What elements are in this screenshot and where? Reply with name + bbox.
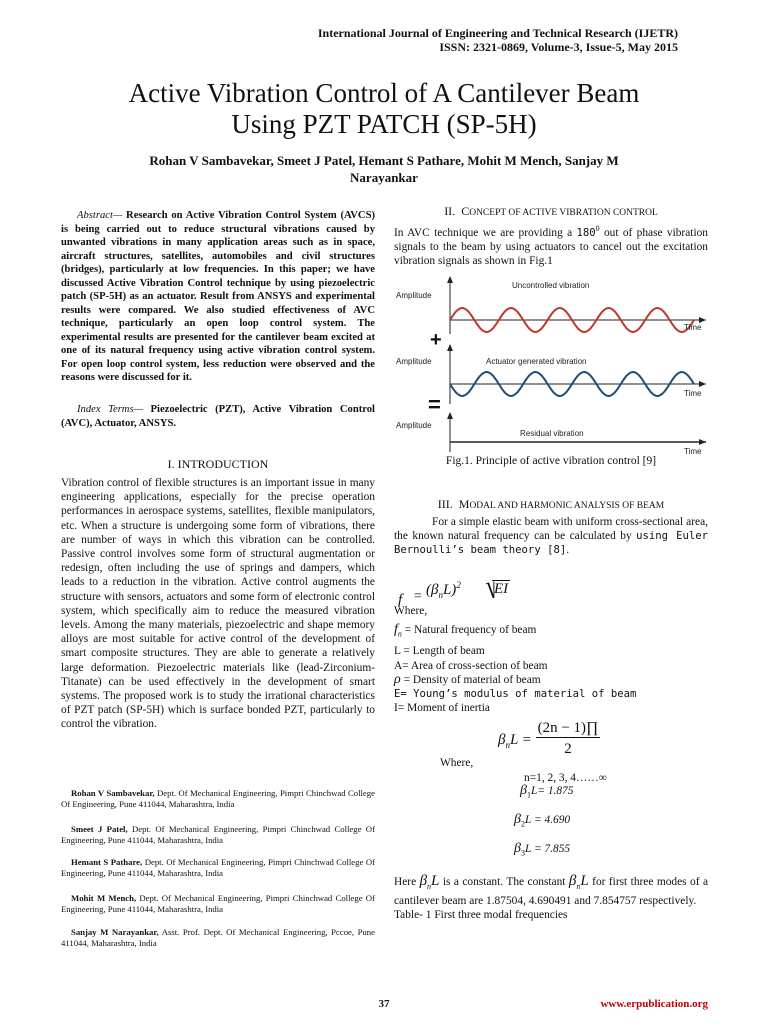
journal-name: International Journal of Engineering and Technical Research (IJETR) <box>317 26 678 40</box>
def-rho-text: = Density of material of beam <box>400 673 541 686</box>
para-beta: β <box>568 873 577 889</box>
affiliation-1 <box>61 788 375 810</box>
mode-1 <box>520 784 573 802</box>
index-terms-text: Piezoelectric (PZT), Active Vibration Control (AVC), Actuator, ANSYS. <box>61 404 375 429</box>
section-2-text-b: out of phase vibration signals to the beam by using actuators to cancel out the excitation vibration signals as shown in Fig.1 <box>394 226 708 268</box>
mode-3 <box>514 842 570 860</box>
affiliation-name: Sanjay M Narayankar, <box>71 927 159 937</box>
intro-body: Vibration control of flexible structures is an important issue in many engineering applications, especially for the precise operation performances in aerospace systems, satellites, flexible manipulators, etc. When a structure is undergoing some form of vibrations, there are number of ways in which this vibration can be controlled. Passive control involves some form of structural augmentation or redesign, often including the use of springs and dampers, which leads to a reduction in the vibration. Active control augments the structure with sensors, actuators and some form of electronic control system, which specifically aim to reduce the measured vibration levels. Among the many materials, piezoelectric and shape memory alloys are most suitable for active control of the development of smart composite structures. They are able to generate a relatively large deformation. Piezoelectric materials like (lead-Zirconium-Titanate) can be used effectively in the development of smart systems. The proposed work is to study the irrational characteristics of PZT patch (SP-5H) which is surface bonded PZT, particularly to control the vibration. <box>61 477 375 731</box>
formula2-sub: n <box>505 740 510 750</box>
uncontrolled-label: Uncontrolled vibration <box>512 281 590 290</box>
index-terms <box>61 403 375 430</box>
time-label-3: Time <box>684 447 702 456</box>
authors-line-2: Narayankar <box>350 170 418 185</box>
formula-num-b: L) <box>442 582 457 598</box>
para-beta: β <box>419 873 428 889</box>
def-density <box>394 673 708 687</box>
beta-n-l-symbol: $\beta_nL$ <box>419 873 440 891</box>
affiliation-4 <box>61 893 375 915</box>
modal-constant-paragraph <box>394 874 708 923</box>
section-title: ONCEPT OF ACTIVE VIBRATION CONTROL <box>469 208 658 218</box>
formula-sqrt-arg: EI <box>494 581 509 597</box>
formula2-numerator: (2n − 1)∏ <box>537 720 599 736</box>
affiliation-name: Hemant S Pathare, <box>71 857 143 867</box>
section-2-heading <box>394 204 708 219</box>
section-3-text-mono: using Euler Bernoulli’s beam theory [8] <box>394 530 708 557</box>
title-line-1: Active Vibration Control of A Cantilever Beam <box>128 78 640 108</box>
author-list <box>90 152 678 186</box>
para-mid: is a constant. The constant <box>439 876 569 888</box>
page-number: 37 <box>378 998 390 1010</box>
affiliation-name: Smeet J Patel, <box>71 824 128 834</box>
formula-eq: = <box>414 589 422 604</box>
abstract <box>61 209 375 385</box>
phase-degree-sup: 0 <box>595 224 600 233</box>
beta-n-l-symbol: $\beta_nL$ <box>568 873 589 891</box>
mode-beta: β <box>514 841 521 856</box>
def-fn <box>394 623 708 641</box>
abstract-text: Research on Active Vibration Control System (AVCS) is being carried out to reduce structural vibrations caused by unwanted vibrations in many application areas such as in space, aircraft structures, satellites, automobiles and civil structures (bridges), particularly at low frequencies. In this paper; we have discussed Active Vibration Control technique by using piezoelectric patch (SP-5H) as an actuator. Result from ANSYS and experimental results were compared. We also studied effectiveness of AVC technique, particularly an open loop control system. The experimental results are presented for the cantilever beam excited at one of its natural frequency using active vibration control system. For open loop control system, less reduction were observed and the reasons were discussed for it. <box>61 210 375 383</box>
formula2-l: L = <box>509 732 532 748</box>
where-1: Where, <box>394 605 428 617</box>
affiliation-text: Dept. Of Mechanical Engineering, Pimpri Chinchwad College Of Engineering, Pune 411044, Maharashtra, India <box>61 857 375 878</box>
figure-1-svg <box>394 272 708 458</box>
formula2-denominator: 2 <box>564 741 572 757</box>
section-3-text-b: . <box>566 544 570 557</box>
affiliation-text: Asst. Prof. Dept. Of Mechanical Engineering, Pccoe, Pune 411044, Maharashtra, India <box>61 927 375 948</box>
section-3-body <box>394 515 708 558</box>
where-2: Where, <box>440 757 474 769</box>
arrow-y-1 <box>447 276 453 283</box>
def-youngs-modulus: E= Young’s modulus of material of beam <box>394 688 637 701</box>
section-3-text-a: For a simple elastic beam with uniform cross-sectional area, the known natural frequency can be calculated by <box>394 516 708 543</box>
para-sub: n <box>576 882 581 891</box>
affiliation-name: Mohit M Mench, <box>71 893 137 903</box>
section-3-heading <box>394 497 708 512</box>
formula-natural-frequency <box>398 580 598 606</box>
amplitude-label-2: Amplitude <box>396 357 432 366</box>
para-here: Here <box>394 876 420 888</box>
mode-sub: 3 <box>520 848 525 858</box>
section-2-text-a: In AVC technique we are providing a <box>394 226 577 239</box>
formula2-beta: β <box>498 732 506 748</box>
formula-num-sup: 2 <box>456 580 461 590</box>
affiliation-text: Dept. Of Mechanical Engineering, Pimpri Chinchwad College Of Engineering, Pune 411044, Maharashtra, India <box>61 788 375 809</box>
publisher-link[interactable]: www.erpublication.org <box>600 998 708 1010</box>
formula-num-a: (β <box>426 582 439 598</box>
table-1-caption: Table- 1 First three modal frequencies <box>394 909 568 922</box>
mode-value: L = 4.690 <box>524 814 571 826</box>
amplitude-label-3: Amplitude <box>396 421 432 430</box>
time-label-2: Time <box>684 389 702 398</box>
time-label-1: Time <box>684 323 702 332</box>
def-fn-sub: n <box>397 629 402 639</box>
section-2-body <box>394 222 708 268</box>
phase-degrees: 180 <box>576 226 596 239</box>
arrow-y-3 <box>447 412 453 419</box>
formula-num-sub: n <box>438 590 443 600</box>
def-area: A= Area of cross-section of beam <box>394 659 548 672</box>
variable-definitions <box>394 623 708 716</box>
affiliation-text: Dept. Of Mechanical Engineering, Pimpri Chinchwad College Of Engineering, Pune 411044, Maharashtra, India <box>61 824 375 845</box>
mode-beta: β <box>514 812 521 827</box>
section-initial: C <box>461 204 470 218</box>
para-sub: n <box>427 882 432 891</box>
figure-1 <box>394 272 708 458</box>
def-moment-inertia: I= Moment of inertia <box>394 702 490 715</box>
mode-value: L = 7.855 <box>524 843 571 855</box>
mode-sub: 1 <box>526 790 531 800</box>
def-length: L = Length of beam <box>394 645 485 658</box>
affiliation-text: Dept. Of Mechanical Engineering, Pimpri Chinchwad College Of Engineering, Pune 411044, Maharashtra, India <box>61 893 375 914</box>
n-values: n=1, 2, 3, 4……∞ <box>524 772 607 784</box>
intro-heading: I. INTRODUCTION <box>167 457 269 471</box>
mode-beta: β <box>520 783 527 798</box>
arrow-x-3 <box>699 439 706 445</box>
affiliation-name: Rohan V Sambavekar, <box>71 788 155 798</box>
mode-sub: 2 <box>520 819 525 829</box>
def-rho-symbol: ρ <box>394 671 401 687</box>
para-after: for first three modes of a cantilever beam are 1.87504, 4.690491 and 7.854757 respectively. <box>394 876 708 908</box>
formula-f: f <box>398 592 403 608</box>
plus-sign: + <box>430 329 442 351</box>
amplitude-label-1: Amplitude <box>396 291 432 300</box>
abstract-label: Abstract— <box>77 210 123 221</box>
journal-header <box>318 26 678 54</box>
affiliation-2 <box>61 824 375 846</box>
authors-line-1: Rohan V Sambavekar, Smeet J Patel, Hemant S Pathare, Mohit M Mench, Sanjay M <box>149 153 619 168</box>
section-title: ODAL AND HARMONIC ANALYSIS OF BEAM <box>469 501 665 511</box>
def-fn-text: = Natural frequency of beam <box>401 624 537 636</box>
affiliation-5 <box>61 927 375 949</box>
paper-title <box>60 78 708 140</box>
mode-2 <box>514 813 570 831</box>
affiliation-3 <box>61 857 375 879</box>
arrow-y-2 <box>447 344 453 351</box>
mode-value: L= 1.875 <box>530 785 574 797</box>
index-terms-label: Index Terms— <box>77 404 144 415</box>
sqrt-icon: ⎷ <box>482 578 497 603</box>
actuator-label: Actuator generated vibration <box>486 357 587 366</box>
def-fn-symbol: f <box>394 622 398 637</box>
section-initial: M <box>458 497 470 511</box>
journal-issn: ISSN: 2321-0869, Volume-3, Issue-5, May 2015 <box>439 40 678 54</box>
title-line-2: Using PZT PATCH (SP-5H) <box>231 109 537 139</box>
figure-1-caption: Fig.1. Principle of active vibration control [9] <box>445 455 657 467</box>
formula2-lhs <box>498 732 532 750</box>
formula-beta-n-l <box>498 720 638 764</box>
arrow-x-2 <box>699 381 706 387</box>
section-number: II. <box>444 204 456 218</box>
equals-sign: = <box>428 392 441 417</box>
residual-label: Residual vibration <box>520 429 584 438</box>
section-number: III. <box>437 497 453 511</box>
formula-numerator <box>426 580 461 600</box>
